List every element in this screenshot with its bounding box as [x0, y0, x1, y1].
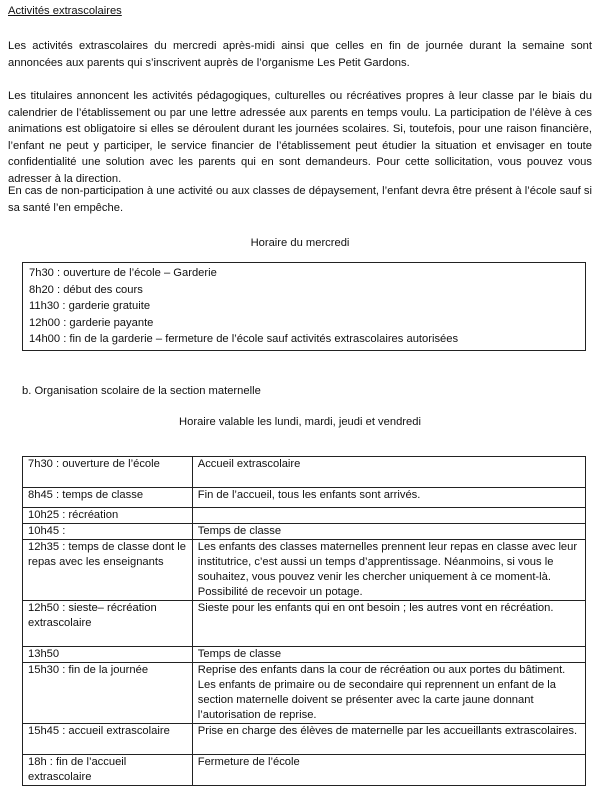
table-row: [23, 663, 586, 724]
schedule-line: 7h30 : ouverture de l’école – Garderie: [29, 267, 217, 279]
time-cell: 10h45 :: [23, 524, 193, 540]
wednesday-schedule-box: [22, 262, 586, 351]
time-cell: 13h50: [23, 647, 193, 663]
description-cell: Reprise des enfants dans la cour de récréation ou aux portes du bâtiment. Les enfants de primaire ou de secondaire qui reprennent un enfant de la section maternelle doivent se présenter avec la carte jaune donnant l’autorisation de reprise.: [192, 663, 585, 724]
table-row: [23, 540, 586, 601]
wednesday-caption: Horaire du mercredi: [250, 237, 350, 249]
table-row: [23, 457, 586, 488]
section-title: Activités extrascolaires: [8, 5, 122, 17]
section-b-caption: Horaire valable les lundi, mardi, jeudi et vendredi: [179, 416, 421, 428]
table-row: [23, 647, 586, 663]
description-cell: Sieste pour les enfants qui en ont besoin ; les autres vont en récréation.: [192, 601, 585, 647]
time-cell: 10h25 : récréation: [23, 508, 193, 524]
time-cell: 15h30 : fin de la journée: [23, 663, 193, 724]
table-row: [23, 755, 586, 786]
paragraph-titulaires: Les titulaires annoncent les activités pédagogiques, culturelles ou récréatives propres à leur classe par le biais du calendrier de l’établissement ou par une lettre adressée aux parents en temps voulu. La participation de l’élève à ces animations est obligatoire si elles se déroulent durant les journées scolaires. Si, toutefois, pour une raison financière, l’enfant ne peut y participer, le service financier de l’établissement peut étudier la situation et envisager en toute confidentialité une solution avec les parents qui en sont demandeurs. Pour cette sollicitation, vous pouvez vous adresser à la direction.: [8, 90, 592, 185]
description-cell: Prise en charge des élèves de maternelle par les accueillants extrascolaires.: [192, 724, 585, 755]
time-cell: 7h30 : ouverture de l’école: [23, 457, 193, 488]
time-cell: 12h35 : temps de classe dont le repas avec les enseignants: [23, 540, 193, 601]
time-cell: 15h45 : accueil extrascolaire: [23, 724, 193, 755]
description-cell: Les enfants des classes maternelles prennent leur repas en classe avec leur institutrice, c’est aussi un temps d’apprentissage. Néanmoins, si vous le souhaitez, vous pouvez venir les chercher uniquement à ce moment-là. Possibilité de recevoir un potage.: [192, 540, 585, 601]
description-cell: Temps de classe: [192, 524, 585, 540]
table-row: [23, 524, 586, 540]
table-row: [23, 488, 586, 508]
schedule-line: 12h00 : garderie payante: [29, 316, 154, 329]
description-cell: Fin de l’accueil, tous les enfants sont arrivés.: [192, 488, 585, 508]
table-row: [23, 724, 586, 755]
time-cell: 12h50 : sieste– récréation extrascolaire: [23, 601, 193, 647]
time-cell: 18h : fin de l’accueil extrascolaire: [23, 755, 193, 786]
paragraph-non-participation: En cas de non-participation à une activité ou aux classes de dépaysement, l’enfant devra être présent à l’école sauf si sa santé l’en empêche.: [8, 185, 592, 214]
wednesday-schedule-cell: [23, 263, 586, 351]
schedule-line: 8h20 : début des cours: [29, 283, 143, 296]
maternelle-schedule-table: [22, 456, 586, 786]
description-cell: Fermeture de l’école: [192, 755, 585, 786]
description-cell: Temps de classe: [192, 647, 585, 663]
description-cell: Accueil extrascolaire: [192, 457, 585, 488]
time-cell: 8h45 : temps de classe: [23, 488, 193, 508]
schedule-line: 11h30 : garderie gratuite: [29, 300, 151, 313]
description-cell: [192, 508, 585, 524]
table-row: [23, 601, 586, 647]
section-b-heading: b. Organisation scolaire de la section maternelle: [22, 385, 261, 397]
table-row: [23, 508, 586, 524]
schedule-line: 14h00 : fin de la garderie – fermeture de l’école sauf activités extrascolaires autorisées: [29, 333, 459, 346]
paragraph-intro: Les activités extrascolaires du mercredi après-midi ainsi que celles en fin de journée durant la semaine sont annoncées aux parents qui s’inscrivent auprès de l’organisme Les Petit Gardons.: [8, 40, 592, 69]
